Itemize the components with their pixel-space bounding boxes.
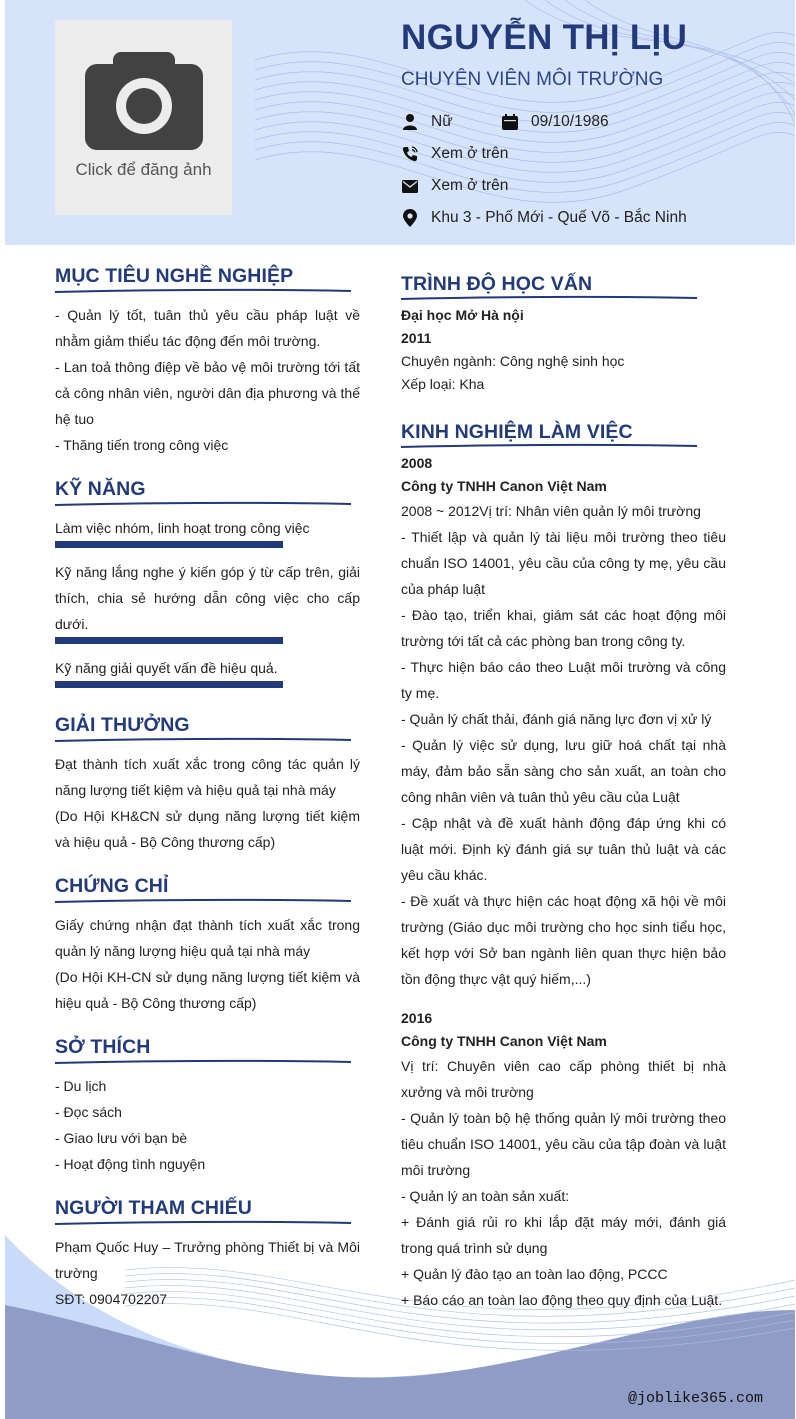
education-title: TRÌNH ĐỘ HỌC VẤN [401, 273, 593, 295]
education-underline [401, 295, 697, 301]
hobby-item: - Đọc sách [55, 1104, 122, 1120]
certificates-text [55, 912, 360, 1016]
certificate-line: Giấy chứng nhận đạt thành tích xuất xắc trong quản lý năng lượng hiệu quả tại nhà máy [55, 917, 360, 959]
references-text [55, 1234, 360, 1312]
job-detail: - Quản lý toàn bộ hệ thống quản lý môi trường theo tiêu chuẩn ISO 14001, yêu cầu của tập đoàn và luật môi trường [401, 1110, 726, 1178]
photo-upload-label: Click để đăng ảnh [75, 160, 212, 179]
skill-item: Làm việc nhóm, linh hoạt trong công việc [55, 520, 310, 536]
hobbies-list [55, 1073, 360, 1177]
job-detail: - Thực hiện báo cáo theo Luật môi trường và công ty mẹ. [401, 659, 726, 701]
camera-icon [85, 48, 203, 152]
award-line: (Do Hội KH&CN sử dụng năng lượng tiết kiệm và hiệu quả - Bộ Công thương cấp) [55, 808, 360, 850]
skill-item: Kỹ năng giải quyết vấn đề hiệu quả. [55, 660, 278, 676]
certificates-title: CHỨNG CHỈ [55, 875, 169, 897]
watermark-text: @joblike365.com [627, 1390, 763, 1407]
job-detail: - Đề xuất và thực hiện các hoạt động xã hội về môi trường (Giáo dục môi trường cho học sinh tiểu học, kết hợp với Sở ban ngành liên quan thực hiện bảo tồn động thực vật quý hiếm,...) [401, 893, 726, 987]
job-position: Vị trí: Chuyên viên cao cấp phòng thiết bị nhà xưởng và môi trường [401, 1058, 726, 1100]
education-school: Đại học Mở Hà nội [401, 307, 524, 323]
dob-value: 09/10/1986 [531, 113, 609, 130]
certificate-line: (Do Hội KH-CN sử dụng năng lượng tiết kiệm và hiệu quả - Bộ Công thương cấp) [55, 969, 360, 1011]
job-year: 2008 [401, 455, 433, 471]
job-company: Công ty TNHH Canon Việt Nam [401, 478, 607, 494]
awards-title: GIẢI THƯỞNG [55, 714, 190, 736]
certificates-underline [55, 898, 351, 904]
skills-title: KỸ NĂNG [55, 478, 146, 500]
hobby-item: - Du lịch [55, 1078, 107, 1094]
job-detail: - Thiết lập và quản lý tài liệu môi trường theo tiêu chuẩn ISO 14001, yêu cầu của công ty mẹ, yêu cầu của pháp luật [401, 529, 726, 597]
experience-underline [401, 443, 697, 449]
job-position: 2008 ~ 2012Vị trí: Nhân viên quản lý môi trường [401, 503, 701, 519]
header [5, 0, 795, 245]
address-row [401, 209, 687, 227]
candidate-name: NGUYỄN THỊ LỊU [401, 18, 688, 57]
experience-title: KINH NGHIỆM LÀM VIỆC [401, 421, 633, 443]
reference-line: Phạm Quốc Huy – Trưởng phòng Thiết bị và Môi trường [55, 1239, 360, 1281]
phone-row [401, 145, 508, 163]
phone-icon [401, 145, 419, 163]
skills-underline [55, 501, 351, 507]
calendar-icon [501, 113, 519, 131]
education-block [401, 304, 726, 396]
education-year: 2011 [401, 330, 432, 346]
cv-page [5, 0, 795, 1419]
job-detail: + Báo cáo an toàn lao động theo quy định của Luật. [401, 1292, 723, 1308]
skill-level-bar [55, 541, 283, 548]
references-title: NGƯỜI THAM CHIẾU [55, 1197, 252, 1219]
skill-item: Kỹ năng lắng nghe ý kiến góp ý từ cấp trên, giải thích, chia sẻ hướng dẫn công việc cho cấp dưới. [55, 564, 360, 632]
dob-row [501, 113, 609, 131]
hobby-item: - Giao lưu với bạn bè [55, 1130, 188, 1146]
hobbies-underline [55, 1059, 351, 1065]
reference-line: SĐT: 0904702207 [55, 1291, 168, 1307]
objective-line: - Lan toả thông điệp về bảo vệ môi trường tới tất cả công nhân viên, người dân địa phương và thế hệ tuo [55, 359, 360, 427]
profile-photo-upload[interactable] [55, 20, 232, 215]
skill-level-bar [55, 637, 283, 644]
candidate-title: CHUYÊN VIÊN MÔI TRƯỜNG [401, 69, 664, 90]
gender-value: Nữ [431, 113, 453, 130]
job-detail: + Đánh giá rủi ro khi lắp đặt máy mới, đánh giá trong quá trình sử dụng [401, 1214, 726, 1256]
job-detail: + Quản lý đào tạo an toàn lao động, PCCC [401, 1266, 668, 1282]
objective-underline [55, 288, 351, 294]
objective-title: MỤC TIÊU NGHỀ NGHIỆP [55, 265, 294, 287]
education-grade: Xếp loại: Kha [401, 376, 485, 392]
person-icon [401, 113, 419, 131]
education-major: Chuyên ngành: Công nghệ sinh học [401, 353, 625, 369]
location-pin-icon [401, 209, 419, 227]
objective-line: - Thăng tiến trong công việc [55, 437, 229, 453]
awards-text [55, 751, 360, 855]
skill-level-bar [55, 681, 283, 688]
envelope-icon [401, 177, 419, 195]
experience-job [401, 1007, 726, 1313]
email-value: Xem ở trên [431, 177, 509, 194]
job-detail: - Quản lý chất thải, đánh giá năng lực đơn vị xử lý [401, 711, 712, 727]
objective-line: - Quản lý tốt, tuân thủ yêu cầu pháp luật về nhằm giảm thiểu tác động đến môi trường. [55, 307, 360, 349]
job-detail: - Quản lý việc sử dụng, lưu giữ hoá chất tại nhà máy, đảm bảo sẵn sàng cho sản xuất, an toàn cho công nhân viên và tuân thủ yêu cầu của Luật [401, 737, 726, 805]
experience-job [401, 452, 726, 992]
hobby-item: - Hoạt động tình nguyện [55, 1156, 206, 1172]
job-year: 2016 [401, 1010, 433, 1026]
gender-row [401, 113, 453, 131]
hobbies-title: SỞ THÍCH [55, 1036, 151, 1058]
award-line: Đạt thành tích xuất xắc trong công tác quản lý năng lượng tiết kiệm và hiệu quả tại nhà máy [55, 756, 360, 798]
awards-underline [55, 737, 351, 743]
job-detail: - Cập nhật và đề xuất hành động đáp ứng khi có luật mới. Định kỳ đánh giá sự tuân thủ luật và các yêu cầu khác. [401, 815, 726, 883]
phone-value: Xem ở trên [431, 145, 509, 162]
objective-text [55, 302, 360, 458]
job-company: Công ty TNHH Canon Việt Nam [401, 1033, 607, 1049]
references-underline [55, 1220, 351, 1226]
job-detail: - Quản lý an toàn sản xuất: [401, 1188, 570, 1204]
email-row [401, 177, 508, 195]
job-detail: - Đào tạo, triển khai, giám sát các hoạt động môi trường tới tất cả các phòng ban trong công ty. [401, 607, 726, 649]
address-value: Khu 3 - Phố Mới - Quế Võ - Bắc Ninh [431, 209, 687, 226]
